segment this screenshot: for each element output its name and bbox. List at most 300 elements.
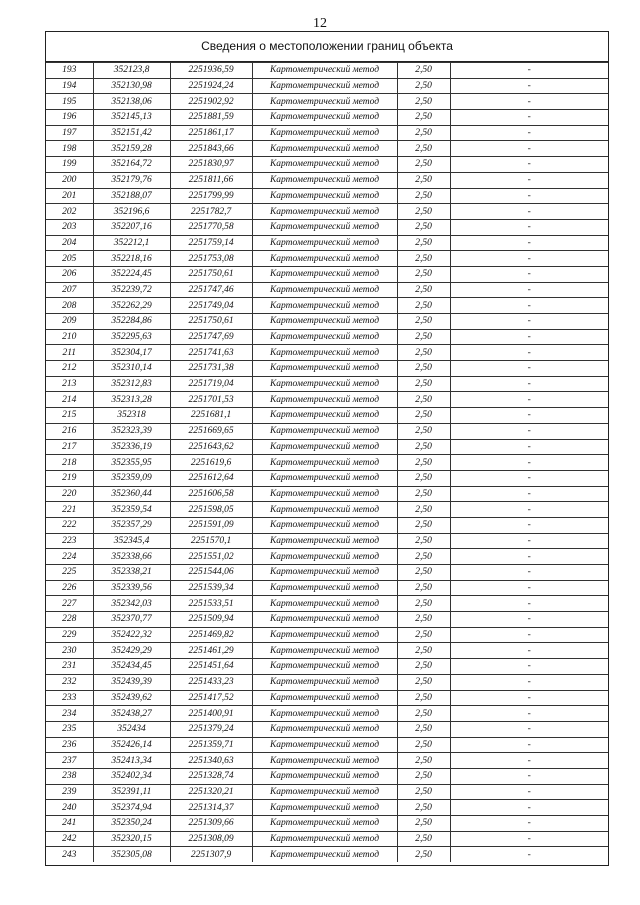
coordinate-x-cell: 352413,34 <box>93 753 170 769</box>
coordinate-y-cell: 2251328,74 <box>170 768 252 784</box>
table-row <box>46 643 608 659</box>
table-row <box>46 470 608 486</box>
point-number-cell: 239 <box>46 784 93 800</box>
coordinate-x-cell: 352338,21 <box>93 565 170 581</box>
table-row <box>46 188 608 204</box>
coordinate-x-cell: 352338,66 <box>93 549 170 565</box>
point-number-cell: 236 <box>46 737 93 753</box>
point-number-cell: 197 <box>46 125 93 141</box>
accuracy-cell: 2,50 <box>397 282 450 298</box>
description-cell: - <box>450 831 608 847</box>
coordinate-x-cell: 352305,08 <box>93 847 170 862</box>
coordinate-y-cell: 2251861,17 <box>170 125 252 141</box>
method-cell: Картометрический метод <box>252 282 397 298</box>
accuracy-cell: 2,50 <box>397 439 450 455</box>
method-cell: Картометрический метод <box>252 78 397 94</box>
coordinate-y-cell: 2251681,1 <box>170 408 252 424</box>
description-cell: - <box>450 235 608 251</box>
description-cell: - <box>450 110 608 126</box>
table-row <box>46 63 608 79</box>
coordinate-x-cell: 352350,24 <box>93 816 170 832</box>
coordinate-x-cell: 352374,94 <box>93 800 170 816</box>
method-cell: Картометрический метод <box>252 141 397 157</box>
accuracy-cell: 2,50 <box>397 408 450 424</box>
point-number-cell: 234 <box>46 706 93 722</box>
coordinate-y-cell: 2251591,09 <box>170 517 252 533</box>
accuracy-cell: 2,50 <box>397 94 450 110</box>
method-cell: Картометрический метод <box>252 376 397 392</box>
coordinate-y-cell: 2251731,38 <box>170 361 252 377</box>
description-cell: - <box>450 266 608 282</box>
point-number-cell: 207 <box>46 282 93 298</box>
point-number-cell: 238 <box>46 768 93 784</box>
coordinate-x-cell: 352313,28 <box>93 392 170 408</box>
coordinate-x-cell: 352342,03 <box>93 596 170 612</box>
table-row <box>46 172 608 188</box>
description-cell: - <box>450 486 608 502</box>
table-row <box>46 392 608 408</box>
method-cell: Картометрический метод <box>252 266 397 282</box>
coordinate-x-cell: 352357,29 <box>93 517 170 533</box>
coordinate-x-cell: 352145,13 <box>93 110 170 126</box>
description-cell: - <box>450 188 608 204</box>
coordinate-y-cell: 2251612,64 <box>170 470 252 486</box>
table-row <box>46 612 608 628</box>
coordinate-x-cell: 352262,29 <box>93 298 170 314</box>
point-number-cell: 210 <box>46 329 93 345</box>
accuracy-cell: 2,50 <box>397 314 450 330</box>
point-number-cell: 203 <box>46 219 93 235</box>
coordinate-y-cell: 2251400,91 <box>170 706 252 722</box>
coordinate-y-cell: 2251719,04 <box>170 376 252 392</box>
accuracy-cell: 2,50 <box>397 612 450 628</box>
point-number-cell: 208 <box>46 298 93 314</box>
accuracy-cell: 2,50 <box>397 470 450 486</box>
coordinate-y-cell: 2251830,97 <box>170 157 252 173</box>
description-cell: - <box>450 737 608 753</box>
table-row <box>46 690 608 706</box>
description-cell: - <box>450 800 608 816</box>
point-number-cell: 243 <box>46 847 93 862</box>
accuracy-cell: 2,50 <box>397 455 450 471</box>
point-number-cell: 220 <box>46 486 93 502</box>
coordinate-y-cell: 2251551,02 <box>170 549 252 565</box>
coordinate-x-cell: 352359,54 <box>93 502 170 518</box>
coordinate-x-cell: 352159,28 <box>93 141 170 157</box>
table-row <box>46 251 608 267</box>
accuracy-cell: 2,50 <box>397 78 450 94</box>
coordinate-y-cell: 2251750,61 <box>170 266 252 282</box>
point-number-cell: 225 <box>46 565 93 581</box>
description-cell: - <box>450 157 608 173</box>
accuracy-cell: 2,50 <box>397 486 450 502</box>
coordinate-y-cell: 2251314,37 <box>170 800 252 816</box>
method-cell: Картометрический метод <box>252 314 397 330</box>
coordinate-x-cell: 352212,1 <box>93 235 170 251</box>
coordinate-x-cell: 352284,86 <box>93 314 170 330</box>
description-cell: - <box>450 768 608 784</box>
description-cell: - <box>450 706 608 722</box>
method-cell: Картометрический метод <box>252 753 397 769</box>
method-cell: Картометрический метод <box>252 533 397 549</box>
description-cell: - <box>450 204 608 220</box>
accuracy-cell: 2,50 <box>397 549 450 565</box>
method-cell: Картометрический метод <box>252 251 397 267</box>
coordinate-x-cell: 352239,72 <box>93 282 170 298</box>
point-number-cell: 211 <box>46 345 93 361</box>
table-row <box>46 329 608 345</box>
coordinate-y-cell: 2251902,92 <box>170 94 252 110</box>
table-row <box>46 721 608 737</box>
table-row <box>46 204 608 220</box>
method-cell: Картометрический метод <box>252 549 397 565</box>
accuracy-cell: 2,50 <box>397 737 450 753</box>
description-cell: - <box>450 282 608 298</box>
method-cell: Картометрический метод <box>252 565 397 581</box>
description-cell: - <box>450 643 608 659</box>
method-cell: Картометрический метод <box>252 768 397 784</box>
coordinate-y-cell: 2251753,08 <box>170 251 252 267</box>
table-row <box>46 627 608 643</box>
method-cell: Картометрический метод <box>252 517 397 533</box>
table-row <box>46 847 608 862</box>
table-row <box>46 659 608 675</box>
accuracy-cell: 2,50 <box>397 517 450 533</box>
method-cell: Картометрический метод <box>252 784 397 800</box>
coordinate-x-cell: 352123,8 <box>93 63 170 79</box>
method-cell: Картометрический метод <box>252 706 397 722</box>
table-row <box>46 423 608 439</box>
point-number-cell: 214 <box>46 392 93 408</box>
method-cell: Картометрический метод <box>252 816 397 832</box>
point-number-cell: 200 <box>46 172 93 188</box>
point-number-cell: 224 <box>46 549 93 565</box>
table-row <box>46 455 608 471</box>
coordinate-x-cell: 352218,16 <box>93 251 170 267</box>
description-cell: - <box>450 470 608 486</box>
description-cell: - <box>450 329 608 345</box>
point-number-cell: 194 <box>46 78 93 94</box>
table-row <box>46 282 608 298</box>
point-number-cell: 209 <box>46 314 93 330</box>
accuracy-cell: 2,50 <box>397 298 450 314</box>
coordinate-y-cell: 2251924,24 <box>170 78 252 94</box>
coordinate-y-cell: 2251747,46 <box>170 282 252 298</box>
method-cell: Картометрический метод <box>252 172 397 188</box>
coordinate-y-cell: 2251544,06 <box>170 565 252 581</box>
method-cell: Картометрический метод <box>252 392 397 408</box>
coordinate-y-cell: 2251759,14 <box>170 235 252 251</box>
description-cell: - <box>450 580 608 596</box>
method-cell: Картометрический метод <box>252 627 397 643</box>
method-cell: Картометрический метод <box>252 329 397 345</box>
description-cell: - <box>450 455 608 471</box>
table-row <box>46 110 608 126</box>
method-cell: Картометрический метод <box>252 470 397 486</box>
description-cell: - <box>450 251 608 267</box>
table-row <box>46 125 608 141</box>
coordinate-x-cell: 352207,16 <box>93 219 170 235</box>
method-cell: Картометрический метод <box>252 831 397 847</box>
table-row <box>46 800 608 816</box>
point-number-cell: 235 <box>46 721 93 737</box>
point-number-cell: 241 <box>46 816 93 832</box>
accuracy-cell: 2,50 <box>397 172 450 188</box>
accuracy-cell: 2,50 <box>397 768 450 784</box>
accuracy-cell: 2,50 <box>397 816 450 832</box>
method-cell: Картометрический метод <box>252 455 397 471</box>
coordinate-x-cell: 352310,14 <box>93 361 170 377</box>
description-cell: - <box>450 172 608 188</box>
method-cell: Картометрический метод <box>252 204 397 220</box>
coordinate-y-cell: 2251881,59 <box>170 110 252 126</box>
coordinate-y-cell: 2251309,66 <box>170 816 252 832</box>
method-cell: Картометрический метод <box>252 439 397 455</box>
point-number-cell: 212 <box>46 361 93 377</box>
coordinate-x-cell: 352426,14 <box>93 737 170 753</box>
coordinate-y-cell: 2251811,66 <box>170 172 252 188</box>
description-cell: - <box>450 94 608 110</box>
point-number-cell: 232 <box>46 674 93 690</box>
coordinate-y-cell: 2251799,99 <box>170 188 252 204</box>
accuracy-cell: 2,50 <box>397 141 450 157</box>
coordinate-x-cell: 352439,62 <box>93 690 170 706</box>
coordinate-x-cell: 352295,63 <box>93 329 170 345</box>
method-cell: Картометрический метод <box>252 110 397 126</box>
description-cell: - <box>450 141 608 157</box>
coordinate-y-cell: 2251747,69 <box>170 329 252 345</box>
table-row <box>46 361 608 377</box>
accuracy-cell: 2,50 <box>397 392 450 408</box>
description-cell: - <box>450 753 608 769</box>
coordinate-x-cell: 352188,07 <box>93 188 170 204</box>
accuracy-cell: 2,50 <box>397 329 450 345</box>
table-row <box>46 533 608 549</box>
method-cell: Картометрический метод <box>252 596 397 612</box>
method-cell: Картометрический метод <box>252 188 397 204</box>
coordinate-x-cell: 352196,6 <box>93 204 170 220</box>
accuracy-cell: 2,50 <box>397 219 450 235</box>
method-cell: Картометрический метод <box>252 235 397 251</box>
coordinate-y-cell: 2251782,7 <box>170 204 252 220</box>
table-row <box>46 408 608 424</box>
point-number-cell: 226 <box>46 580 93 596</box>
coordinate-y-cell: 2251701,53 <box>170 392 252 408</box>
method-cell: Картометрический метод <box>252 690 397 706</box>
boundary-points-table <box>46 62 608 862</box>
method-cell: Картометрический метод <box>252 94 397 110</box>
point-number-cell: 213 <box>46 376 93 392</box>
accuracy-cell: 2,50 <box>397 110 450 126</box>
description-cell: - <box>450 314 608 330</box>
description-cell: - <box>450 361 608 377</box>
point-number-cell: 223 <box>46 533 93 549</box>
table-row <box>46 784 608 800</box>
point-number-cell: 216 <box>46 423 93 439</box>
coordinate-x-cell: 352318 <box>93 408 170 424</box>
accuracy-cell: 2,50 <box>397 596 450 612</box>
point-number-cell: 205 <box>46 251 93 267</box>
table-row <box>46 298 608 314</box>
point-number-cell: 230 <box>46 643 93 659</box>
coordinate-y-cell: 2251606,58 <box>170 486 252 502</box>
table-row <box>46 517 608 533</box>
coordinate-x-cell: 352439,39 <box>93 674 170 690</box>
accuracy-cell: 2,50 <box>397 157 450 173</box>
coordinate-x-cell: 352336,19 <box>93 439 170 455</box>
boundary-table-frame <box>45 31 609 866</box>
coordinate-x-cell: 352370,77 <box>93 612 170 628</box>
accuracy-cell: 2,50 <box>397 721 450 737</box>
coordinate-y-cell: 2251469,82 <box>170 627 252 643</box>
table-row <box>46 565 608 581</box>
method-cell: Картометрический метод <box>252 737 397 753</box>
coordinate-y-cell: 2251843,66 <box>170 141 252 157</box>
point-number-cell: 233 <box>46 690 93 706</box>
accuracy-cell: 2,50 <box>397 376 450 392</box>
table-row <box>46 816 608 832</box>
point-number-cell: 242 <box>46 831 93 847</box>
coordinate-y-cell: 2251749,04 <box>170 298 252 314</box>
coordinate-x-cell: 352360,44 <box>93 486 170 502</box>
accuracy-cell: 2,50 <box>397 345 450 361</box>
coordinate-x-cell: 352434,45 <box>93 659 170 675</box>
coordinate-y-cell: 2251320,21 <box>170 784 252 800</box>
table-row <box>46 141 608 157</box>
table-row <box>46 706 608 722</box>
table-row <box>46 596 608 612</box>
description-cell: - <box>450 408 608 424</box>
description-cell: - <box>450 392 608 408</box>
coordinate-y-cell: 2251451,64 <box>170 659 252 675</box>
method-cell: Картометрический метод <box>252 800 397 816</box>
point-number-cell: 204 <box>46 235 93 251</box>
description-cell: - <box>450 690 608 706</box>
accuracy-cell: 2,50 <box>397 266 450 282</box>
description-cell: - <box>450 78 608 94</box>
coordinate-x-cell: 352339,56 <box>93 580 170 596</box>
coordinate-y-cell: 2251598,05 <box>170 502 252 518</box>
coordinate-x-cell: 352434 <box>93 721 170 737</box>
table-row <box>46 157 608 173</box>
accuracy-cell: 2,50 <box>397 800 450 816</box>
method-cell: Картометрический метод <box>252 643 397 659</box>
accuracy-cell: 2,50 <box>397 580 450 596</box>
point-number-cell: 222 <box>46 517 93 533</box>
method-cell: Картометрический метод <box>252 298 397 314</box>
coordinate-y-cell: 2251359,71 <box>170 737 252 753</box>
description-cell: - <box>450 549 608 565</box>
method-cell: Картометрический метод <box>252 612 397 628</box>
method-cell: Картометрический метод <box>252 345 397 361</box>
coordinate-x-cell: 352402,34 <box>93 768 170 784</box>
accuracy-cell: 2,50 <box>397 125 450 141</box>
accuracy-cell: 2,50 <box>397 63 450 79</box>
description-cell: - <box>450 721 608 737</box>
method-cell: Картометрический метод <box>252 847 397 862</box>
table-row <box>46 502 608 518</box>
coordinate-x-cell: 352422,32 <box>93 627 170 643</box>
accuracy-cell: 2,50 <box>397 643 450 659</box>
description-cell: - <box>450 125 608 141</box>
accuracy-cell: 2,50 <box>397 251 450 267</box>
description-cell: - <box>450 612 608 628</box>
method-cell: Картометрический метод <box>252 408 397 424</box>
coordinate-y-cell: 2251669,65 <box>170 423 252 439</box>
point-number-cell: 193 <box>46 63 93 79</box>
method-cell: Картометрический метод <box>252 580 397 596</box>
accuracy-cell: 2,50 <box>397 706 450 722</box>
accuracy-cell: 2,50 <box>397 565 450 581</box>
description-cell: - <box>450 439 608 455</box>
description-cell: - <box>450 63 608 79</box>
coordinate-x-cell: 352151,42 <box>93 125 170 141</box>
point-number-cell: 217 <box>46 439 93 455</box>
point-number-cell: 237 <box>46 753 93 769</box>
method-cell: Картометрический метод <box>252 486 397 502</box>
accuracy-cell: 2,50 <box>397 847 450 862</box>
coordinate-y-cell: 2251417,52 <box>170 690 252 706</box>
table-row <box>46 376 608 392</box>
accuracy-cell: 2,50 <box>397 627 450 643</box>
method-cell: Картометрический метод <box>252 63 397 79</box>
accuracy-cell: 2,50 <box>397 423 450 439</box>
method-cell: Картометрический метод <box>252 361 397 377</box>
accuracy-cell: 2,50 <box>397 204 450 220</box>
table-row <box>46 314 608 330</box>
coordinate-y-cell: 2251570,1 <box>170 533 252 549</box>
accuracy-cell: 2,50 <box>397 188 450 204</box>
coordinate-y-cell: 2251539,34 <box>170 580 252 596</box>
description-cell: - <box>450 565 608 581</box>
coordinate-x-cell: 352164,72 <box>93 157 170 173</box>
coordinate-y-cell: 2251770,58 <box>170 219 252 235</box>
accuracy-cell: 2,50 <box>397 690 450 706</box>
description-cell: - <box>450 847 608 862</box>
accuracy-cell: 2,50 <box>397 784 450 800</box>
table-row <box>46 674 608 690</box>
coordinate-x-cell: 352438,27 <box>93 706 170 722</box>
coordinate-x-cell: 352429,29 <box>93 643 170 659</box>
section-title: Сведения о местоположении границ объекта <box>46 32 608 62</box>
coordinate-x-cell: 352224,45 <box>93 266 170 282</box>
accuracy-cell: 2,50 <box>397 831 450 847</box>
method-cell: Картометрический метод <box>252 721 397 737</box>
coordinate-x-cell: 352320,15 <box>93 831 170 847</box>
coordinate-y-cell: 2251379,24 <box>170 721 252 737</box>
description-cell: - <box>450 533 608 549</box>
table-row <box>46 753 608 769</box>
coordinate-x-cell: 352345,4 <box>93 533 170 549</box>
coordinate-y-cell: 2251509,94 <box>170 612 252 628</box>
description-cell: - <box>450 659 608 675</box>
point-number-cell: 231 <box>46 659 93 675</box>
description-cell: - <box>450 219 608 235</box>
accuracy-cell: 2,50 <box>397 361 450 377</box>
point-number-cell: 229 <box>46 627 93 643</box>
table-row <box>46 266 608 282</box>
point-number-cell: 196 <box>46 110 93 126</box>
coordinate-y-cell: 2251741,63 <box>170 345 252 361</box>
method-cell: Картометрический метод <box>252 674 397 690</box>
point-number-cell: 227 <box>46 596 93 612</box>
table-row <box>46 219 608 235</box>
description-cell: - <box>450 345 608 361</box>
point-number-cell: 219 <box>46 470 93 486</box>
table-row <box>46 439 608 455</box>
point-number-cell: 221 <box>46 502 93 518</box>
description-cell: - <box>450 816 608 832</box>
